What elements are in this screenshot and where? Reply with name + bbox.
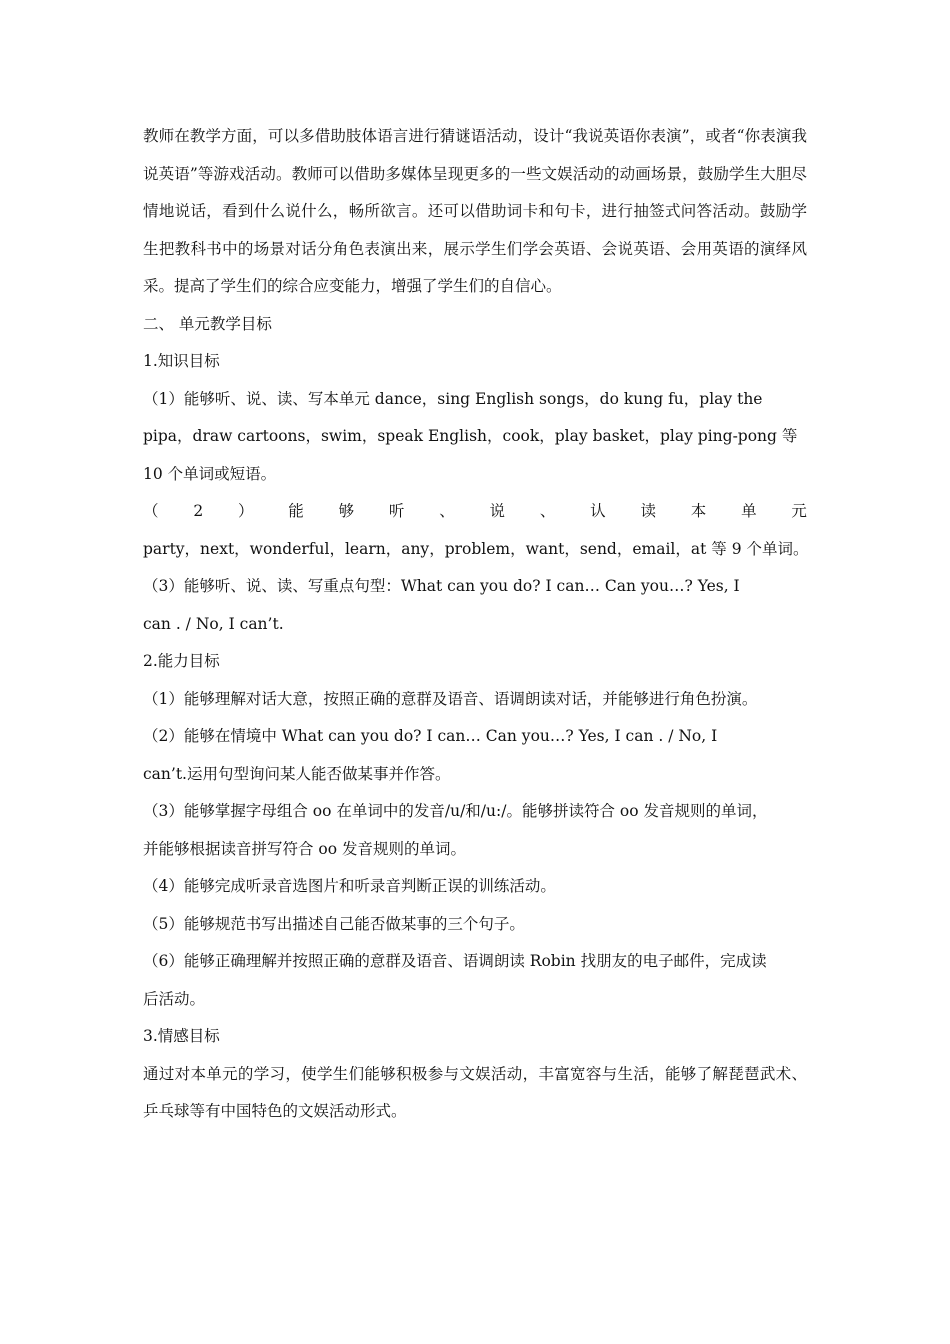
spread-char: 本 [690, 502, 707, 520]
ability-item-2-line-2: can’t.运用句型询问某人能否做某事并作答。 [143, 764, 451, 783]
ability-item-5: （5）能够规范书写出描述自己能否做某事的三个句子。 [143, 914, 525, 933]
intro-paragraph: 教师在教学方面，可以多借助肢体语言进行猜谜语活动，设计“我说英语你表演”，或者“你表演我说英语”等游戏活动。教师可以借助多媒体呈现更多的一些文娱活动的动画场景，鼓励学生大胆尽情地说话，看到什么说什么，畅所欲言。还可以借助词卡和句卡，进行抽签式问答活动。鼓励学生把教科书中的场景对话分角色表演出来，展示学生们学会英语、会说英语、会用英语的演绎风采。提高了学生们的综合应变能力，增强了学生们的自信心。 [143, 127, 807, 295]
knowledge-item-2-line-2: party，next，wonderful，learn，any，problem，want，send，email，at 等 9 个单词。 [143, 539, 809, 558]
spread-char: 听 [388, 502, 405, 520]
knowledge-goals-title: 1.知识目标 [143, 352, 220, 370]
spread-char: 元 [791, 502, 807, 520]
knowledge-item-1-line-2: pipa，draw cartoons，swim，speak English，cook，play basket，play ping-pong 等 [143, 427, 798, 445]
spread-char: 读 [640, 502, 656, 520]
ability-item-6-line-1: （6）能够正确理解并按照正确的意群及语音、语调朗读 Robin 找朋友的电子邮件，完成读 [143, 952, 767, 970]
section-title: 二、 单元教学目标 [143, 314, 272, 333]
document-body [143, 118, 807, 1131]
spread-char: 说 [489, 502, 506, 520]
knowledge-item-2-line-1 [143, 493, 807, 531]
emotion-goals-title: 3.情感目标 [143, 1027, 220, 1045]
spread-char: 认 [590, 502, 606, 520]
emotion-paragraph: 通过对本单元的学习，使学生们能够积极参与文娱活动，丰富宽容与生活，能够了解琵琶武术、乒乓球等有中国特色的文娱活动形式。 [143, 1064, 807, 1120]
knowledge-item-1-line-1: （1）能够听、说、读、写本单元 dance，sing English songs，do kung fu，play the [143, 389, 763, 408]
spread-char: 单 [741, 502, 757, 520]
knowledge-item-3-line-2: can . / No, I can’t. [143, 614, 284, 633]
ability-item-3-line-2: 并能够根据读音拼写符合 oo 发音规则的单词。 [143, 839, 467, 858]
spread-char: 、 [539, 502, 556, 520]
ability-item-4: （4）能够完成听录音选图片和听录音判断正误的训练活动。 [143, 877, 556, 895]
spread-char: ） [237, 502, 254, 520]
knowledge-item-3-line-1: （3）能够听、说、读、写重点句型：What can you do? I can… Can you…? Yes, I [143, 577, 740, 595]
spread-char: 能 [288, 502, 304, 520]
ability-item-3-line-1: （3）能够掌握字母组合 oo 在单词中的发音/u/和/u:/。能够拼读符合 oo 发音规则的单词， [143, 802, 768, 820]
spread-char: 2 [193, 502, 204, 520]
ability-item-1: （1）能够理解对话大意，按照正确的意群及语音、语调朗读对话，并能够进行角色扮演。 [143, 689, 758, 708]
knowledge-item-1-line-3: 10 个单词或短语。 [143, 464, 277, 483]
spread-char: （ [143, 502, 159, 520]
spread-char: 、 [439, 502, 455, 520]
spread-char: 够 [338, 502, 355, 520]
ability-goals-title: 2.能力目标 [143, 652, 220, 670]
ability-item-6-line-2: 后活动。 [143, 989, 206, 1008]
ability-item-2-line-1: （2）能够在情境中 What can you do? I can… Can you…? Yes, I can . / No, I [143, 727, 718, 745]
